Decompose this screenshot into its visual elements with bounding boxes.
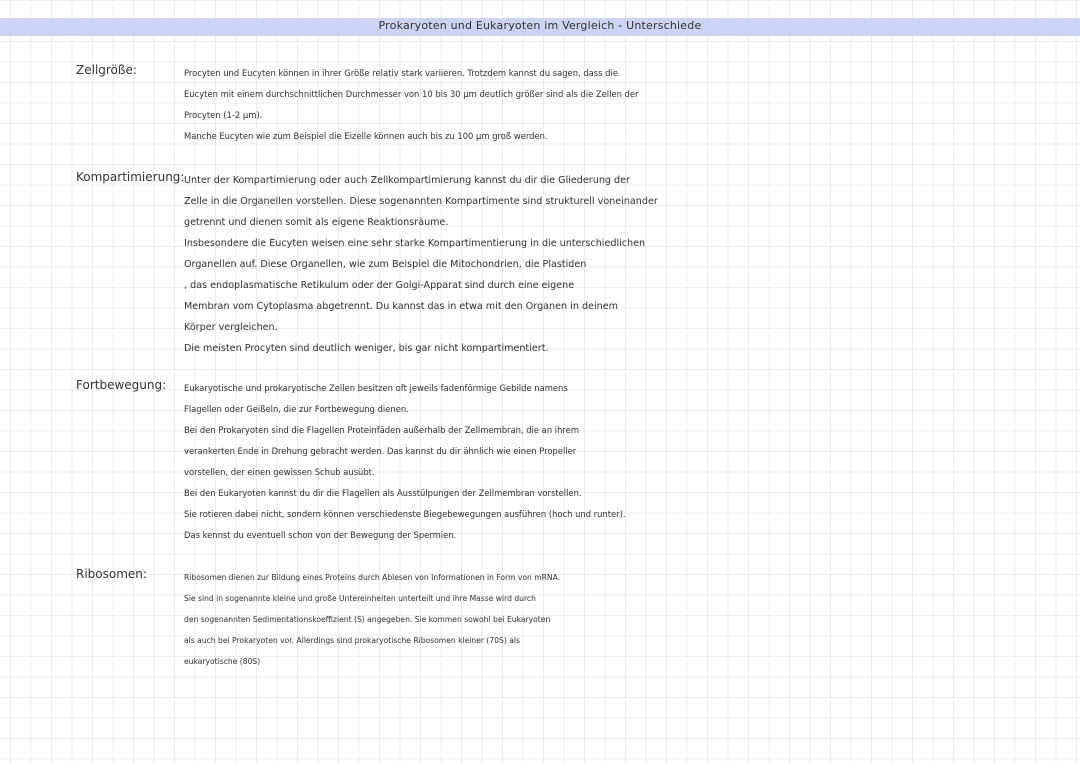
section-body bbox=[184, 170, 658, 359]
section-body bbox=[184, 567, 644, 672]
text-line: Procyten und Eucyten können in ihrer Größe relativ stark variieren. Trotzdem kannst du sagen, dass die bbox=[184, 68, 618, 78]
text-line: als auch bei Prokaryoten vor. Allerdings sind prokaryotische Ribosomen kleiner (70S) als bbox=[184, 636, 520, 645]
text-line: Membran vom Cytoplasma abgetrennt. Du kannst das in etwa mit den Organen in deinem bbox=[184, 301, 618, 312]
section-body bbox=[184, 63, 644, 147]
text-line: Eucyten mit einem durchschnittlichen Durchmesser von 10 bis 30 µm deutlich größer sind als die Zellen der bbox=[184, 89, 639, 99]
text-line: Unter der Kompartimierung oder auch Zellkompartimierung kannst du dir die Gliederung der bbox=[184, 175, 630, 186]
text-line: Manche Eucyten wie zum Beispiel die Eizelle können auch bis zu 100 µm groß werden. bbox=[184, 131, 548, 141]
text-line: Bei den Prokaryoten sind die Flagellen Proteinfäden außerhalb der Zellmembran, die an ihrem bbox=[184, 425, 579, 435]
text-line: Die meisten Procyten sind deutlich weniger, bis gar nicht kompartimentiert. bbox=[184, 343, 549, 354]
text-line: Insbesondere die Eucyten weisen eine sehr starke Kompartimentierung in die unterschiedlichen bbox=[184, 238, 646, 249]
section-label: Ribosomen: bbox=[76, 567, 147, 581]
text-line: , das endoplasmatische Retikulum oder der Golgi-Apparat sind durch eine eigene bbox=[184, 280, 575, 291]
text-line: Flagellen oder Geißeln, die zur Fortbewegung dienen. bbox=[184, 404, 409, 414]
section-label: Zellgröße: bbox=[76, 63, 137, 77]
text-line: getrennt und dienen somit als eigene Reaktionsräume. bbox=[184, 217, 449, 228]
text-line: Organellen auf. Diese Organellen, wie zum Beispiel die Mitochondrien, die Plastiden bbox=[184, 259, 587, 270]
text-line: Eukaryotische und prokaryotische Zellen besitzen oft jeweils fadenförmige Gebilde namens bbox=[184, 383, 568, 393]
text-line: eukaryotische (80S) bbox=[184, 657, 261, 666]
text-line: Bei den Eukaryoten kannst du dir die Flagellen als Ausstülpungen der Zellmembran vorstellen. bbox=[184, 488, 582, 498]
text-line: Sie rotieren dabei nicht, sondern können verschiedenste Biegebewegungen ausführen (hoch und runter). bbox=[184, 509, 626, 519]
text-line: Das kennst du eventuell schon von der Bewegung der Spermien. bbox=[184, 530, 457, 540]
text-line: Procyten (1-2 µm). bbox=[184, 110, 263, 120]
text-line: Zelle in die Organellen vorstellen. Diese sogenannten Kompartimente sind strukturell voneinander bbox=[184, 196, 658, 207]
text-line: vorstellen, der einen gewissen Schub ausübt. bbox=[184, 467, 375, 477]
text-line: den sogenannten Sedimentationskoeffizient (S) angegeben. Sie kommen sowohl bei Eukaryoten bbox=[184, 615, 551, 624]
page-title: Prokaryoten und Eukaryoten im Vergleich - Unterschiede bbox=[378, 19, 702, 32]
text-line: Körper vergleichen. bbox=[184, 322, 278, 333]
text-line: Sie sind in sogenannte kleine und große Untereinheiten unterteilt und ihre Masse wird durch bbox=[184, 594, 536, 603]
section-label: Kompartimierung: bbox=[76, 170, 185, 184]
text-line: Ribosomen dienen zur Bildung eines Proteins durch Ablesen von Informationen in Form von mRNA. bbox=[184, 573, 561, 582]
section-body bbox=[184, 378, 644, 546]
section-label: Fortbewegung: bbox=[76, 378, 167, 392]
text-line: verankerten Ende in Drehung gebracht werden. Das kannst du dir ähnlich wie einen Propeller bbox=[184, 446, 577, 456]
